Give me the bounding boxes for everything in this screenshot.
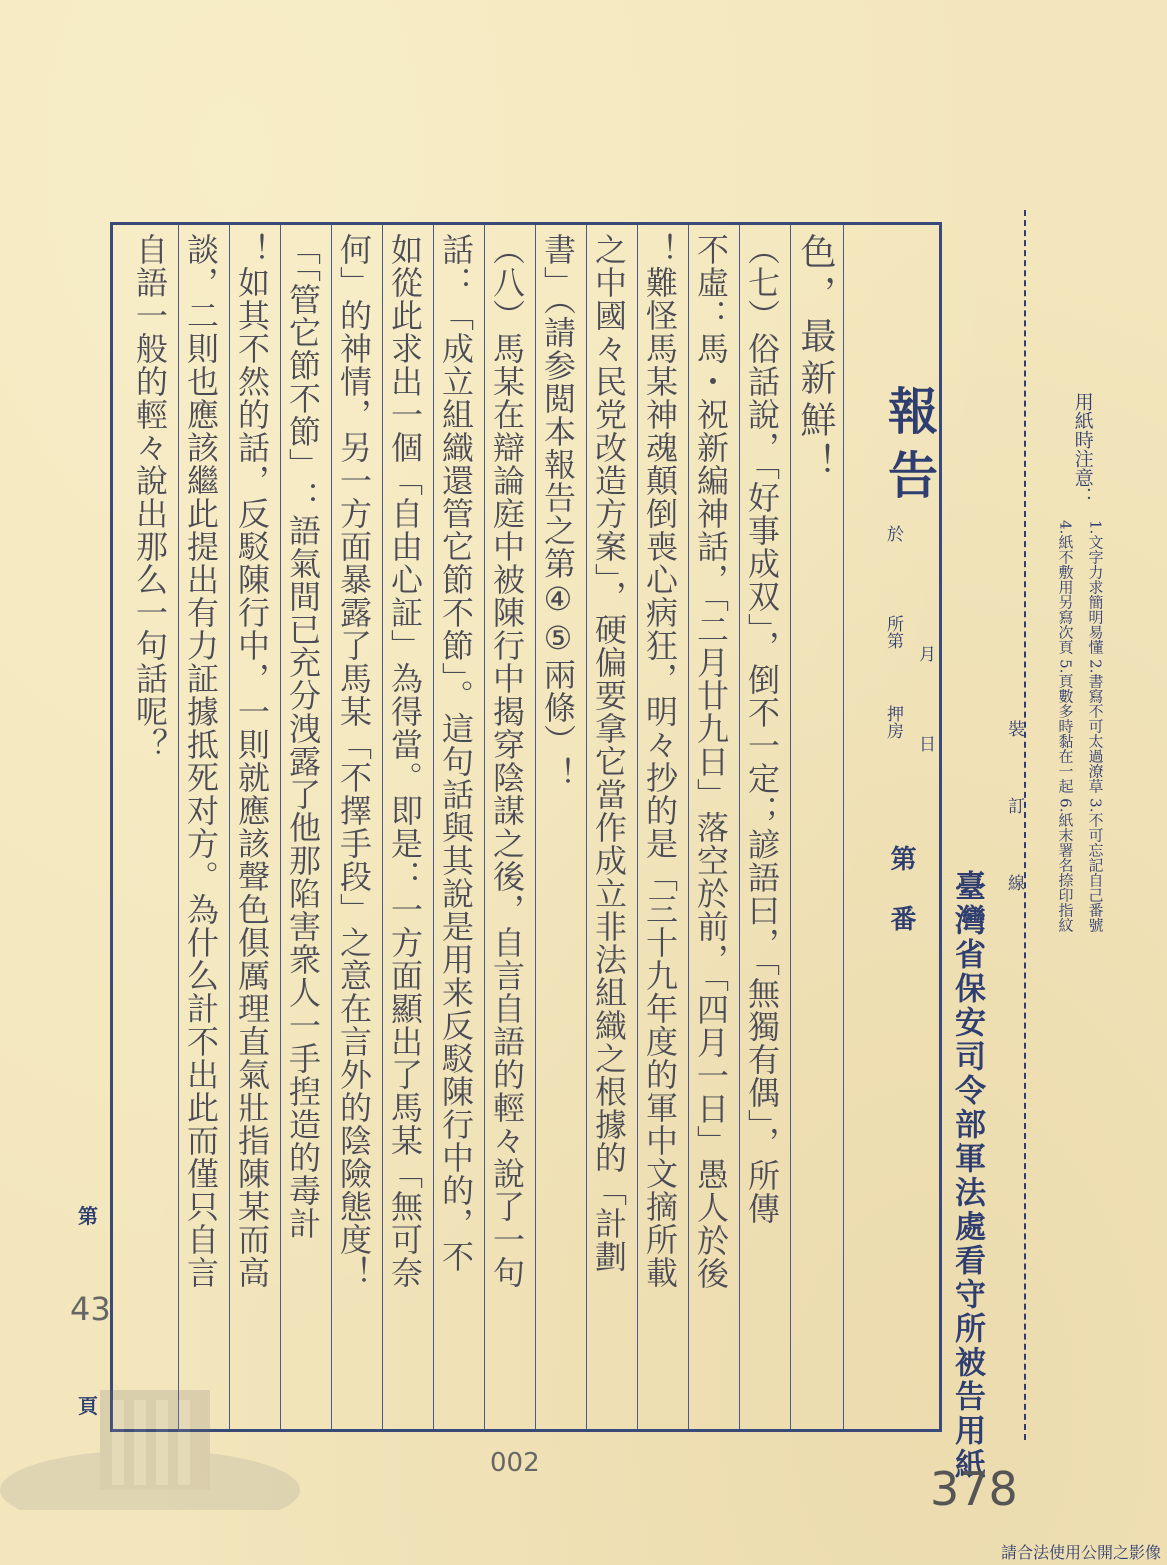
number-suffix-label: 番 bbox=[886, 905, 916, 931]
body-column-14: 自語一般的輕々說出那么一句話呢？ bbox=[131, 233, 169, 761]
ruled-line bbox=[790, 225, 791, 1429]
date-day-label: 日 bbox=[915, 735, 935, 752]
page-suffix-label: 頁 bbox=[78, 1394, 98, 1418]
body-column-8: 話：「成立組織還管它節不節」。這句話與其說是用来反駁陳行中的，不 bbox=[437, 233, 475, 1273]
org-name: 臺灣省保安司令部軍法處看守所被告用紙 bbox=[949, 870, 985, 1482]
number-prefix-label: 第 bbox=[886, 845, 916, 871]
binding-line-label: 裝訂線 bbox=[1004, 720, 1024, 951]
body-column-10: 何」的神情，另一方面暴露了馬某「不擇手段」之意在言外的陰險態度！ bbox=[335, 233, 373, 1289]
location-at-label: 於 bbox=[883, 525, 903, 542]
date-month-label: 月 bbox=[915, 645, 935, 662]
page-prefix-label: 第 bbox=[78, 1204, 98, 1228]
body-column-11: 「「管它節不節」：語氣間已充分洩露了他那陷害衆人一手揑造的毒計 bbox=[284, 233, 322, 1240]
usage-notes-title: 用紙時注意： bbox=[1071, 392, 1094, 506]
ruled-line bbox=[484, 225, 485, 1429]
body-column-12: ！如其不然的話，反駁陳行中，一則就應該聲色俱厲理直氣壯指陳某而高 bbox=[233, 233, 271, 1289]
body-column-2: （七）俗話說，「好事成双」，倒不一定；諺語曰，「無獨有偶」，所傳 bbox=[743, 233, 781, 1225]
ruled-line bbox=[586, 225, 587, 1429]
ruled-line bbox=[433, 225, 434, 1429]
ruled-line bbox=[280, 225, 281, 1429]
body-column-3: 不虛：馬・祝新編神話，「二月廿九日」落空於前，「四月一日」愚人於後 bbox=[692, 233, 730, 1290]
body-column-6: 書」（請参閲本報告之第④⑤兩條）！ bbox=[539, 233, 577, 790]
report-title: 報告 bbox=[880, 385, 939, 513]
body-column-13: 談，二則也應該繼此提出有力証據抵死对方。為什么計不出此而僅只自言 bbox=[182, 233, 220, 1289]
ruled-line bbox=[739, 225, 740, 1429]
page-number: 43 bbox=[70, 1290, 111, 1328]
location-cell-label: 押房 bbox=[883, 705, 903, 739]
body-column-4: ！難怪馬某神魂顛倒喪心病狂，明々抄的是「三十九年度的軍中文摘所載 bbox=[641, 233, 679, 1289]
body-column-7: （八）馬某在辯論庭中被陳行中揭穿陰謀之後，自言自語的輕々說了一句 bbox=[488, 233, 526, 1289]
body-column-9: 如從此求出一個「自由心証」為得當。即是：一方面顯出了馬某「無可奈 bbox=[386, 233, 424, 1289]
usage-notes-row2: 4.紙不敷用另寫次頁 5.頁數多時黏在一起 6.紙末署名捺印指紋 bbox=[1056, 520, 1075, 933]
usage-notes-row1: 1.文字力求簡明易懂 2.書寫不可太過潦草 3.不可忘記自己番號 bbox=[1086, 520, 1105, 933]
body-column-1: 色，最新鮮！ bbox=[795, 233, 836, 485]
annotation-bottom-right: 378 bbox=[930, 1462, 1018, 1516]
location-room-label: 所第 bbox=[883, 615, 903, 649]
ruled-line bbox=[331, 225, 332, 1429]
usage-footer-note: 請合法使用公開之影像 bbox=[1000, 1543, 1161, 1562]
ruled-line bbox=[637, 225, 638, 1429]
header-divider bbox=[843, 225, 844, 1429]
ruled-line bbox=[382, 225, 383, 1429]
annotation-bottom-center: 002 bbox=[490, 1448, 540, 1478]
body-column-5: 之中國々民党改造方案」，硬偏要拿它當作成立非法組織之根據的「計劃 bbox=[590, 233, 628, 1273]
report-frame bbox=[110, 222, 942, 1432]
ruled-line bbox=[535, 225, 536, 1429]
ruled-line bbox=[229, 225, 230, 1429]
ruled-line bbox=[178, 225, 179, 1429]
ruled-line bbox=[688, 225, 689, 1429]
archive-watermark-icon bbox=[0, 1370, 300, 1510]
